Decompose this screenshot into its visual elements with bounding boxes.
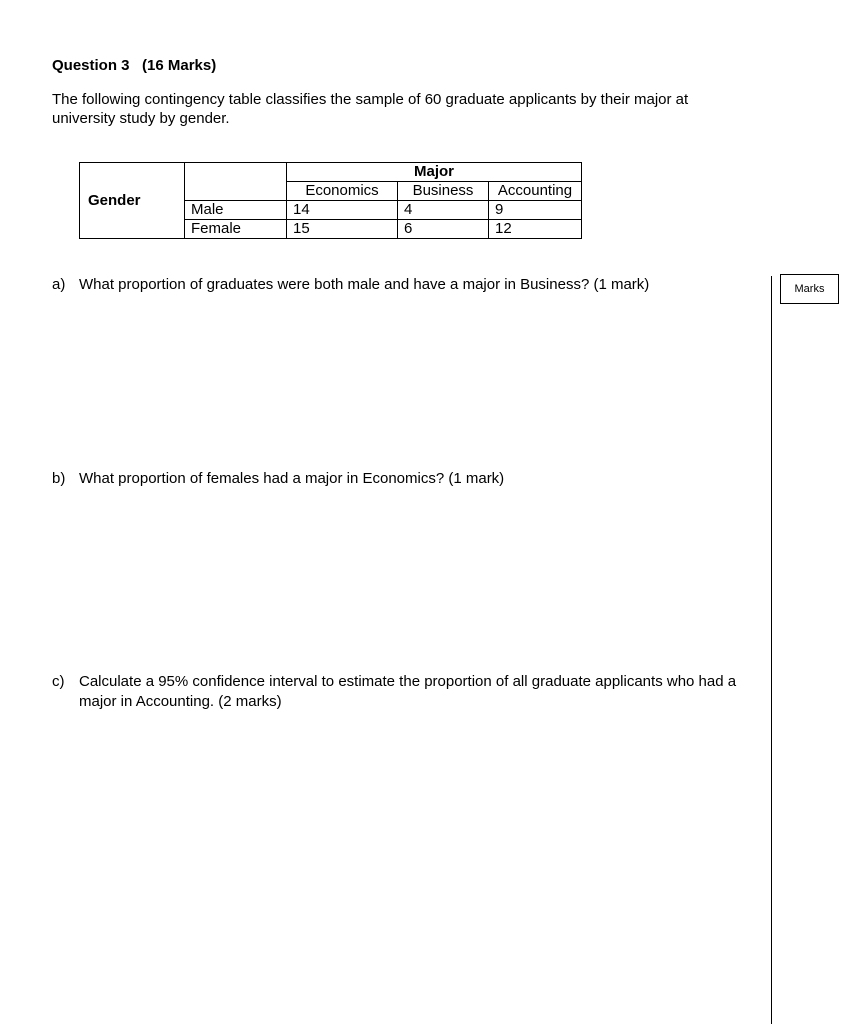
cell-female-business: 6: [398, 220, 489, 239]
cell-male-accounting: 9: [489, 201, 582, 220]
cell-female-accounting: 12: [489, 220, 582, 239]
column-header-business: Business: [398, 182, 489, 201]
part-c: [52, 672, 739, 712]
question-heading: Question 3 (16 Marks): [52, 57, 217, 74]
part-b-label: b): [52, 470, 66, 487]
part-b: [52, 469, 739, 489]
cell-male-business: 4: [398, 201, 489, 220]
empty-corner-cell: [185, 163, 287, 201]
gender-label-cell: Gender: [80, 163, 185, 239]
cell-male-economics: 14: [287, 201, 398, 220]
column-header-economics: Economics: [287, 182, 398, 201]
part-c-label: c): [52, 673, 65, 690]
question-intro: The following contingency table classifies the sample of 60 graduate applicants by their major at university study by gender.: [52, 91, 689, 127]
major-label-cell: Major: [287, 163, 582, 182]
part-b-text: What proportion of females had a major in Economics? (1 mark): [79, 470, 505, 487]
row-label-male: Male: [185, 201, 287, 220]
marks-box: Marks: [780, 274, 839, 304]
cell-female-economics: 15: [287, 220, 398, 239]
row-label-female: Female: [185, 220, 287, 239]
contingency-table: [79, 162, 582, 239]
part-a-text: What proportion of graduates were both male and have a major in Business? (1 mark): [79, 276, 650, 293]
column-header-accounting: Accounting: [489, 182, 582, 201]
table-header-row-major: [80, 163, 582, 182]
part-c-text: Calculate a 95% confidence interval to estimate the proportion of all graduate applicants who had a major in Accounting. (2 marks): [79, 673, 737, 710]
part-a-label: a): [52, 276, 66, 293]
marks-column-divider: [771, 276, 772, 1024]
part-a: [52, 275, 739, 295]
